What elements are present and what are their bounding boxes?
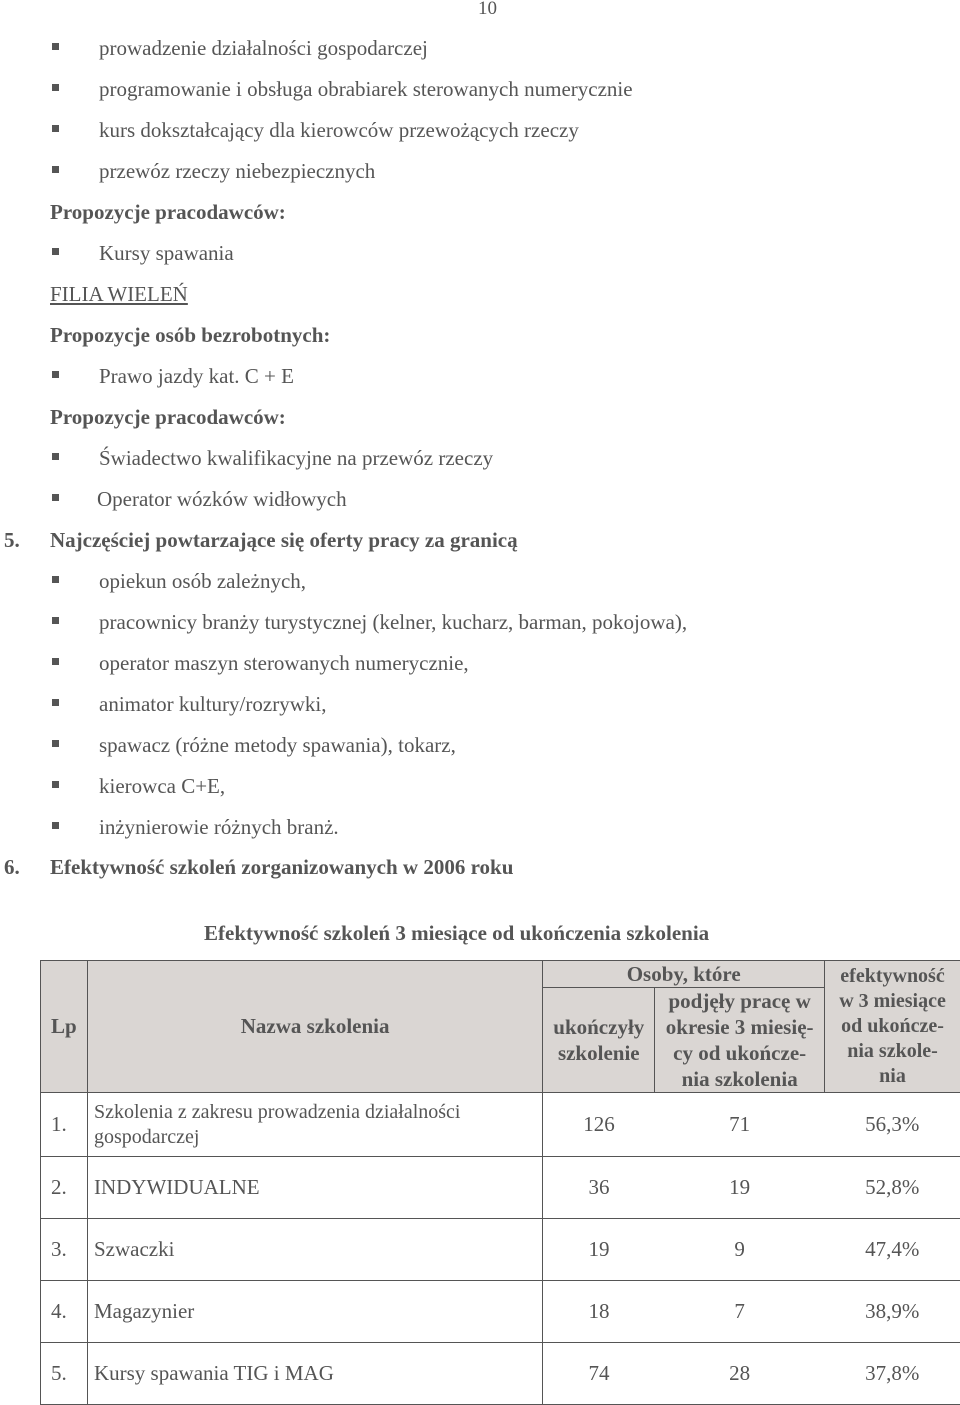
list-item: prowadzenie działalności gospodarczej [99, 36, 428, 60]
unemployed-proposals-heading: Propozycje osób bezrobotnych: [50, 323, 330, 347]
employer-proposals-heading: Propozycje pracodawców: [50, 200, 286, 224]
list-item: opiekun osób zależnych, [99, 569, 306, 593]
header-effectiveness: efektywność w 3 miesiące od ukończe- nia szkole- nia [825, 961, 960, 1093]
list-item: Operator wózków widłowych [97, 487, 347, 511]
list-item: animator kultury/rozrywki, [99, 692, 326, 716]
table-row [41, 1219, 960, 1281]
bullet-icon [52, 617, 59, 624]
cell-completed: 36 [543, 1157, 655, 1219]
list-item: kurs dokształcający dla kierowców przewożących rzeczy [99, 118, 579, 142]
bullet-icon [52, 658, 59, 665]
table-row [41, 1343, 960, 1405]
bullet-icon [52, 494, 59, 501]
cell-employed: 71 [655, 1093, 825, 1157]
table-header-row [41, 961, 960, 988]
cell-name: INDYWIDUALNE [87, 1157, 542, 1219]
cell-name: Magazynier [87, 1281, 542, 1343]
cell-lp: 5. [41, 1343, 88, 1405]
section-6-number: 6. [4, 855, 20, 879]
cell-effectiveness: 38,9% [825, 1281, 960, 1343]
cell-effectiveness: 37,8% [825, 1343, 960, 1405]
list-item: inżynierowie różnych branż. [99, 815, 339, 839]
cell-name: Szkolenia z zakresu prowadzenia działalności gospodarczej [87, 1093, 542, 1157]
cell-completed: 74 [543, 1343, 655, 1405]
bullet-icon [52, 371, 59, 378]
table-row [41, 1157, 960, 1219]
cell-effectiveness: 52,8% [825, 1157, 960, 1219]
table-row [41, 1281, 960, 1343]
list-item: kierowca C+E, [99, 774, 225, 798]
cell-effectiveness: 47,4% [825, 1219, 960, 1281]
list-item: pracownicy branży turystycznej (kelner, kucharz, barman, pokojowa), [99, 610, 687, 634]
bullet-icon [52, 166, 59, 173]
list-item: spawacz (różne metody spawania), tokarz, [99, 733, 456, 757]
bullet-icon [52, 699, 59, 706]
cell-effectiveness: 56,3% [825, 1093, 960, 1157]
section-5-number: 5. [4, 528, 20, 552]
cell-lp: 2. [41, 1157, 88, 1219]
employer-proposals-heading: Propozycje pracodawców: [50, 405, 286, 429]
bullet-icon [52, 248, 59, 255]
header-completed: ukończyły szkolenie [543, 988, 655, 1093]
bullet-icon [52, 576, 59, 583]
cell-lp: 4. [41, 1281, 88, 1343]
page-number: 10 [478, 0, 497, 20]
cell-employed: 19 [655, 1157, 825, 1219]
bullet-icon [52, 453, 59, 460]
bullet-icon [52, 84, 59, 91]
table-row [41, 1093, 960, 1157]
bullet-icon [52, 43, 59, 50]
list-item: Świadectwo kwalifikacyjne na przewóz rzeczy [99, 446, 493, 470]
header-employed: podjęły pracę w okresie 3 miesię- cy od ukończe- nia szkolenia [655, 988, 825, 1093]
cell-lp: 1. [41, 1093, 88, 1157]
cell-employed: 7 [655, 1281, 825, 1343]
section-6-title: Efektywność szkoleń zorganizowanych w 2006 roku [50, 855, 513, 879]
bullet-icon [52, 822, 59, 829]
cell-name: Szwaczki [87, 1219, 542, 1281]
bullet-icon [52, 740, 59, 747]
bullet-icon [52, 781, 59, 788]
bullet-icon [52, 125, 59, 132]
cell-completed: 126 [543, 1093, 655, 1157]
cell-completed: 18 [543, 1281, 655, 1343]
cell-lp: 3. [41, 1219, 88, 1281]
list-item: przewóz rzeczy niebezpiecznych [99, 159, 375, 183]
header-persons-group: Osoby, które [543, 961, 825, 988]
list-item: programowanie i obsługa obrabiarek sterowanych numerycznie [99, 77, 633, 101]
cell-name: Kursy spawania TIG i MAG [87, 1343, 542, 1405]
cell-completed: 19 [543, 1219, 655, 1281]
list-item: Kursy spawania [99, 241, 234, 265]
header-name: Nazwa szkolenia [87, 961, 542, 1093]
filia-heading: FILIA WIELEŃ [50, 282, 188, 306]
table-title: Efektywność szkoleń 3 miesiące od ukończenia szkolenia [204, 921, 709, 945]
training-effectiveness-table [40, 960, 960, 1405]
list-item: Prawo jazdy kat. C + E [99, 364, 294, 388]
cell-employed: 28 [655, 1343, 825, 1405]
list-item: operator maszyn sterowanych numerycznie, [99, 651, 469, 675]
section-5-title: Najczęściej powtarzające się oferty pracy za granicą [50, 528, 518, 552]
header-lp: Lp [41, 961, 88, 1093]
cell-employed: 9 [655, 1219, 825, 1281]
